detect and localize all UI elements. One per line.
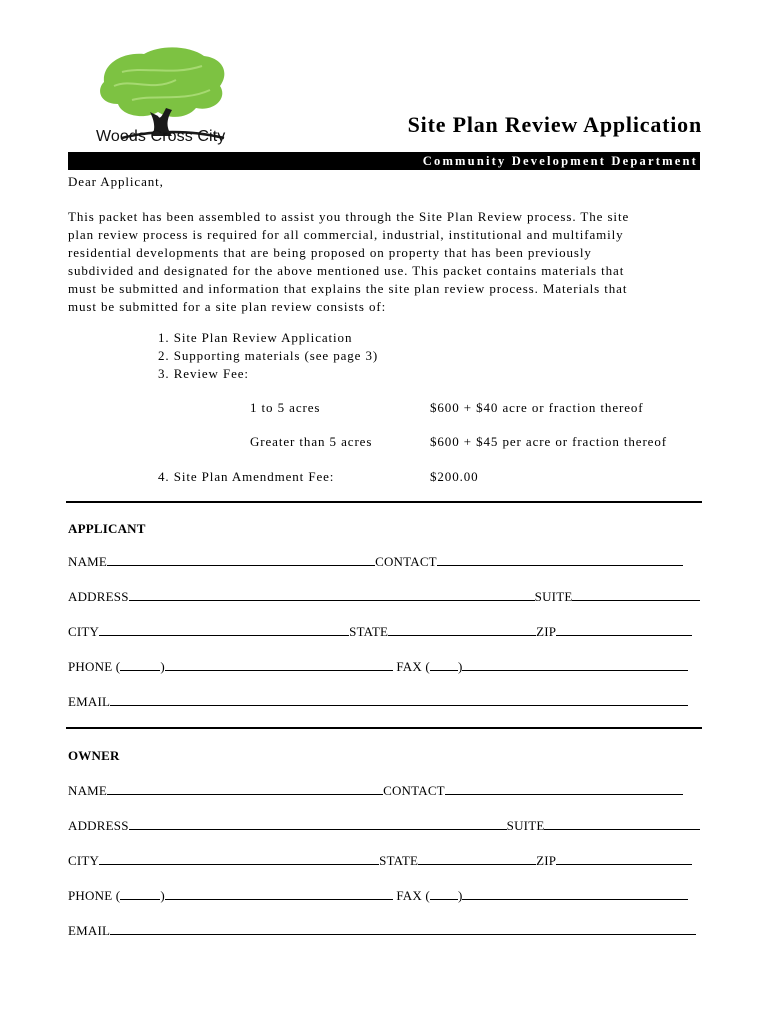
applicant-name-field[interactable] <box>107 555 375 566</box>
owner-suite-field[interactable] <box>544 819 700 830</box>
paragraph-line: must be submitted for a site plan review consists of: <box>68 299 387 314</box>
contact-label: CONTACT <box>383 783 445 798</box>
applicant-contact-field[interactable] <box>437 555 683 566</box>
suite-label: SUITE <box>534 589 573 604</box>
owner-email-field[interactable] <box>110 924 696 935</box>
fax-paren: ) <box>457 888 463 903</box>
fee-label: 1 to 5 acres <box>250 400 321 415</box>
list-item: 1. Site Plan Review Application <box>158 330 353 345</box>
owner-city-field[interactable] <box>99 854 379 865</box>
applicant-heading: APPLICANT <box>68 521 146 536</box>
paragraph-line: must be submitted and information that explains the site plan review process. Materials that <box>68 281 628 296</box>
applicant-phone-field[interactable] <box>165 660 393 671</box>
department-name: Community Development Department <box>422 154 698 168</box>
phone-label: PHONE ( <box>68 888 121 903</box>
applicant-phone-area-field[interactable] <box>120 660 160 671</box>
applicant-fax-field[interactable] <box>462 660 688 671</box>
suite-label: SUITE <box>506 818 545 833</box>
owner-fax-area-field[interactable] <box>430 889 458 900</box>
applicant-zip-field[interactable] <box>556 625 692 636</box>
city-label: CITY <box>68 624 100 639</box>
fee-amount: $600 + $40 acre or fraction thereof <box>430 400 644 415</box>
email-label: EMAIL <box>68 694 111 709</box>
owner-state-field[interactable] <box>418 854 536 865</box>
applicant-address-field[interactable] <box>129 590 535 601</box>
paragraph-line: subdivided and designated for the above mentioned use. This packet contains materials that <box>68 263 625 278</box>
phone-paren: ) <box>160 888 165 903</box>
amendment-fee-label: 4. Site Plan Amendment Fee: <box>158 469 335 484</box>
section-divider <box>66 727 702 729</box>
list-item: 2. Supporting materials (see page 3) <box>158 348 379 363</box>
applicant-suite-field[interactable] <box>572 590 700 601</box>
state-label: STATE <box>379 853 419 868</box>
owner-address-field[interactable] <box>129 819 507 830</box>
fax-label: FAX ( <box>396 888 430 903</box>
applicant-email-field[interactable] <box>110 695 688 706</box>
address-label: ADDRESS <box>68 818 129 833</box>
applicant-fax-area-field[interactable] <box>430 660 458 671</box>
owner-city-row <box>68 853 692 869</box>
page-title: Site Plan Review Application <box>407 112 702 137</box>
owner-phone-area-field[interactable] <box>120 889 160 900</box>
owner-heading: OWNER <box>68 748 120 763</box>
email-label: EMAIL <box>68 923 111 938</box>
fax-label: FAX ( <box>396 659 430 674</box>
owner-address-row <box>68 818 700 834</box>
phone-paren: ) <box>160 659 165 674</box>
section-divider <box>66 501 702 503</box>
fee-label: Greater than 5 acres <box>250 434 373 449</box>
intro-paragraph <box>68 208 708 316</box>
owner-name-row <box>68 783 683 799</box>
fax-paren: ) <box>457 659 463 674</box>
owner-zip-field[interactable] <box>556 854 692 865</box>
amendment-fee-amount: $200.00 <box>430 469 479 484</box>
applicant-state-field[interactable] <box>388 625 536 636</box>
owner-email-row <box>68 923 696 939</box>
owner-fax-field[interactable] <box>462 889 688 900</box>
list-item: 3. Review Fee: <box>158 366 249 381</box>
paragraph-line: This packet has been assembled to assist you through the Site Plan Review process. The site <box>68 209 630 224</box>
salutation: Dear Applicant, <box>68 174 164 189</box>
owner-name-field[interactable] <box>107 784 383 795</box>
address-label: ADDRESS <box>68 589 129 604</box>
state-label: STATE <box>349 624 389 639</box>
paragraph-line: plan review process is required for all commercial, industrial, institutional and multifamily <box>68 227 624 242</box>
name-label: NAME <box>68 554 108 569</box>
applicant-phone-row <box>68 659 688 675</box>
owner-phone-row <box>68 888 688 904</box>
applicant-address-row <box>68 589 700 605</box>
fee-amount: $600 + $45 per acre or fraction thereof <box>430 434 667 449</box>
logo-text: Woods Cross City <box>96 128 226 145</box>
zip-label: ZIP <box>536 853 557 868</box>
name-label: NAME <box>68 783 108 798</box>
owner-contact-field[interactable] <box>445 784 683 795</box>
applicant-email-row <box>68 694 688 710</box>
applicant-city-field[interactable] <box>99 625 349 636</box>
city-label: CITY <box>68 853 100 868</box>
zip-label: ZIP <box>536 624 557 639</box>
owner-phone-field[interactable] <box>165 889 393 900</box>
contact-label: CONTACT <box>375 554 437 569</box>
applicant-city-row <box>68 624 692 640</box>
paragraph-line: residential developments that are being proposed on property that has been previously <box>68 245 592 260</box>
phone-label: PHONE ( <box>68 659 121 674</box>
applicant-name-row <box>68 554 683 570</box>
